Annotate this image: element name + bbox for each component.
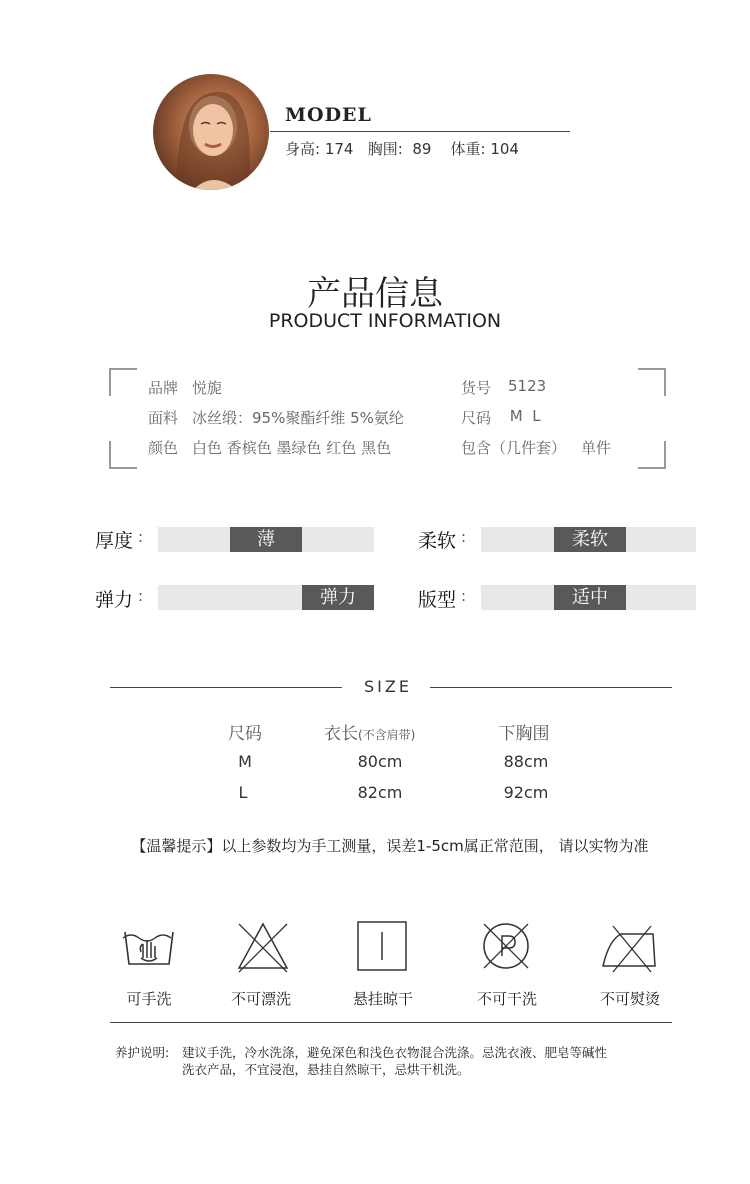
attr-colon: : bbox=[461, 528, 467, 546]
info-fabric-value: 冰丝缎：95%聚酯纤维 5%氨纶 bbox=[192, 409, 404, 427]
size-row-length: 80cm bbox=[357, 752, 403, 771]
hand-wash-icon bbox=[119, 918, 179, 974]
size-row-size: L bbox=[238, 783, 248, 802]
care-note-line2: 洗衣产品，不宜浸泡，悬挂自然晾干，忌烘干机洗。 bbox=[182, 1062, 470, 1077]
care-label: 可手洗 bbox=[126, 990, 172, 1008]
model-stats: 身高: 174 胸围: 89 体重: 104 bbox=[285, 140, 519, 158]
care-divider bbox=[110, 1022, 672, 1023]
attr-elasticity-label: 弹力 bbox=[95, 589, 134, 611]
care-label: 悬挂晾干 bbox=[352, 990, 413, 1008]
no-bleach-icon bbox=[233, 918, 293, 974]
bracket-corner bbox=[109, 441, 137, 469]
size-row-bust: 88cm bbox=[503, 752, 549, 771]
size-title: SIZE bbox=[364, 677, 412, 696]
product-info-title-en: PRODUCT INFORMATION bbox=[268, 310, 502, 332]
info-size-label: 尺码 bbox=[461, 409, 492, 427]
attr-fit-marker: 适中 bbox=[554, 585, 626, 610]
attr-softness-marker: 柔软 bbox=[554, 527, 626, 552]
care-label: 不可熨烫 bbox=[599, 990, 660, 1008]
info-sku-label: 货号 bbox=[461, 379, 492, 397]
size-header-bust: 下胸围 bbox=[498, 724, 550, 744]
info-set-value: 单件 bbox=[581, 439, 612, 457]
attr-fit-label: 版型 bbox=[418, 589, 457, 611]
care-note-line1: 建议手洗，冷水洗涤，避免深色和浅色衣物混合洗涤。忌洗衣液、肥皂等碱性 bbox=[182, 1045, 608, 1060]
attr-softness-label: 柔软 bbox=[418, 530, 457, 552]
size-header-length-note: (不含肩带) bbox=[358, 728, 416, 742]
attr-elasticity-marker: 弹力 bbox=[302, 585, 374, 610]
attr-thickness-marker: 薄 bbox=[230, 527, 302, 552]
size-header-length bbox=[324, 719, 415, 744]
model-avatar bbox=[153, 74, 269, 190]
info-brand-value: 悦旎 bbox=[192, 379, 223, 397]
size-header-length-text: 衣长 bbox=[324, 724, 358, 744]
model-divider bbox=[270, 131, 570, 132]
info-sku-value: 5123 bbox=[508, 377, 547, 395]
no-dry-clean-icon bbox=[476, 918, 536, 974]
info-color-label: 颜色 bbox=[148, 439, 179, 457]
bracket-corner bbox=[638, 368, 666, 396]
hang-dry-icon bbox=[352, 918, 412, 974]
info-size-value: M L bbox=[505, 407, 541, 425]
size-row-length: 82cm bbox=[357, 783, 403, 802]
info-color-value: 白色 香槟色 墨绿色 红色 黑色 bbox=[192, 439, 392, 457]
no-iron-icon bbox=[599, 918, 659, 974]
size-row-size: M bbox=[238, 752, 252, 771]
care-label: 不可漂洗 bbox=[230, 990, 291, 1008]
care-note-label: 养护说明: bbox=[115, 1045, 170, 1060]
bracket-corner bbox=[638, 441, 666, 469]
info-brand-label: 品牌 bbox=[148, 379, 179, 397]
size-divider-right bbox=[430, 687, 672, 688]
care-label: 不可干洗 bbox=[476, 990, 537, 1008]
size-header-size: 尺码 bbox=[228, 724, 262, 744]
info-fabric-label: 面料 bbox=[148, 409, 179, 427]
attr-colon: : bbox=[138, 528, 144, 546]
info-set-label: 包含（几件套） bbox=[461, 439, 567, 457]
model-title: MODEL bbox=[285, 104, 372, 126]
bracket-corner bbox=[109, 368, 137, 396]
size-row-bust: 92cm bbox=[503, 783, 549, 802]
attr-colon: : bbox=[138, 587, 144, 605]
measurement-tip: 【温馨提示】以上参数均为手工测量，误差1-5cm属正常范围， 请以实物为准 bbox=[131, 837, 649, 855]
attr-colon: : bbox=[461, 587, 467, 605]
product-info-title-cn: 产品信息 bbox=[307, 274, 443, 314]
attr-thickness-label: 厚度 bbox=[95, 530, 134, 552]
